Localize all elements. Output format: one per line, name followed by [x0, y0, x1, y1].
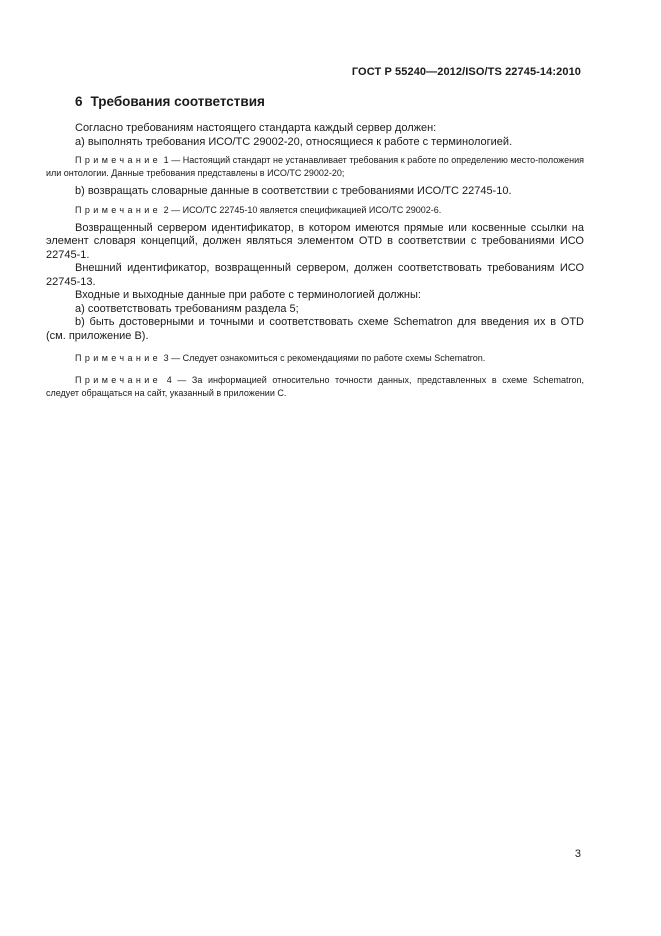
list-item-b: b) возвращать словарные данные в соответствии с требованиями ИСО/ТС 22745-10. [75, 185, 512, 197]
paragraph-identifier: Возвращенный сервером идентификатор, в котором имеются прямые или косвенные ссылки на элемент словаря концепций, должен являться элементом OTD в соответствии с требованиями ИСО 22745-1. [46, 221, 584, 261]
paragraph-intro: Согласно требованиям настоящего стандарта каждый сервер должен: [75, 122, 437, 134]
section-number: 6 [75, 94, 83, 109]
note-text: 1 — Настоящий стандарт не устанавливает требования к работе по определению место-положения или онтологии. Данные требования представлены в ИСО/ТС 29002-20; [46, 155, 584, 178]
note-text: 3 — Следует ознакомиться с рекомендациями по работе схемы Schematron. [161, 353, 486, 363]
page-number: 3 [574, 848, 581, 860]
note-label: Примечание [75, 155, 162, 165]
note-text: 4 — За информацией относительно точности данных, представленных в схеме Schematron, следует обращаться на сайт, указанный в приложении С. [46, 375, 584, 398]
standard-code-header: ГОСТ Р 55240—2012/ISO/TS 22745-14:2010 [351, 66, 581, 78]
paragraph-external-id: Внешний идентификатор, возвращенный сервером, должен соответствовать требованиям ИСО 22745-13. [46, 262, 584, 288]
section-body [46, 122, 584, 405]
list-item-a: а) выполнять требования ИСО/ТС 29002-20, относящиеся к работе с терминологией. [75, 135, 513, 148]
note-label: Примечание [75, 375, 162, 385]
note-label: Примечание [75, 353, 162, 363]
note-2 [46, 204, 584, 217]
note-1 [46, 154, 584, 180]
list-item-a2: а) соответствовать требованиям раздела 5; [75, 302, 299, 315]
list-item-b2: b) быть достоверными и точными и соответствовать схеме Schematron для введения их в OTD (см. приложение В). [46, 316, 584, 342]
paragraph-io-data: Входные и выходные данные при работе с терминологией должны: [75, 289, 421, 301]
note-label: Примечание [75, 204, 162, 215]
note-4 [46, 374, 584, 400]
note-text: 2 — ИСО/ТС 22745-10 является спецификацией ИСО/ТС 29002-6. [161, 204, 442, 215]
section-heading [75, 94, 265, 109]
note-3 [46, 352, 584, 365]
section-title-text: Требования соответствия [90, 94, 265, 109]
